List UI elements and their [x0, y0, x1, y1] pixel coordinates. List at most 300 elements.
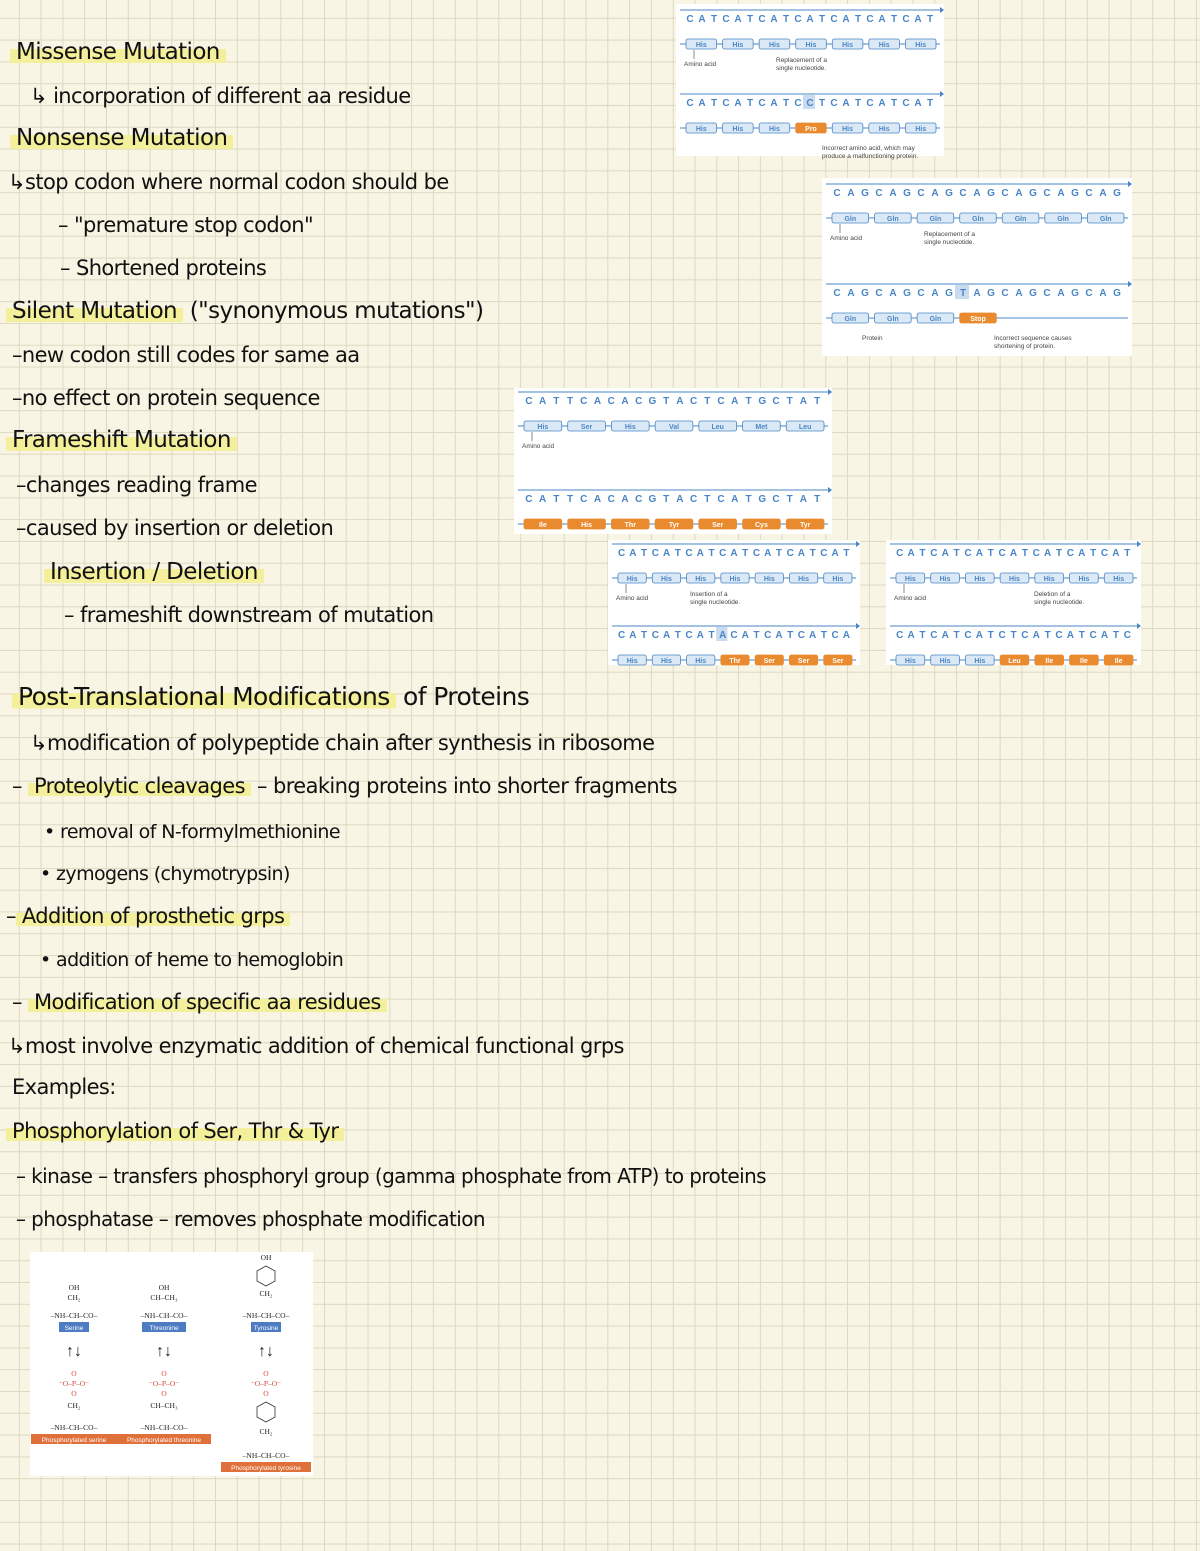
- bottom-sequence-nucleotide: T: [710, 98, 718, 109]
- top-sequence-nucleotide: G: [648, 396, 657, 407]
- top-sequence-nucleotide: C: [722, 14, 730, 25]
- top-sequence-nucleotide: A: [941, 548, 949, 559]
- bottom-protein-residue-label: His: [581, 522, 593, 529]
- top-sequence-nucleotide: A: [593, 396, 602, 407]
- bottom-sequence-nucleotide: C: [651, 630, 659, 641]
- bottom-sequence-nucleotide: C: [685, 630, 693, 641]
- fig-nonsense-svg: [822, 178, 1132, 356]
- bottom-sequence-strand-arrow: [1137, 623, 1141, 629]
- bottom-sequence-nucleotide: C: [875, 288, 883, 299]
- phospho-side-chain-carbon: CH–CH₃: [150, 1401, 178, 1410]
- top-sequence-strand-arrow: [856, 541, 860, 547]
- bottom-protein-residue-label: Leu: [1008, 658, 1021, 665]
- top-sequence-nucleotide: C: [866, 14, 874, 25]
- top-sequence-nucleotide: T: [1055, 548, 1063, 559]
- bottom-sequence-nucleotide: C: [1123, 630, 1131, 641]
- bottom-sequence-nucleotide: T: [745, 494, 752, 505]
- bottom-sequence-nucleotide: G: [758, 494, 767, 505]
- phospho-amino-acid-2-label: Phosphorylated tyrosine: [231, 1465, 301, 1472]
- bottom-sequence-nucleotide: C: [794, 98, 802, 109]
- bottom-sequence-nucleotide: A: [842, 98, 850, 109]
- top-sequence-nucleotide: C: [635, 396, 643, 407]
- bottom-sequence-nucleotide: C: [806, 98, 814, 109]
- bottom-sequence-nucleotide: C: [635, 494, 643, 505]
- bottom-sequence-nucleotide: T: [782, 98, 790, 109]
- bottom-sequence-nucleotide: C: [797, 630, 806, 641]
- bottom-sequence-nucleotide: G: [1113, 288, 1121, 299]
- nonsense-mutation-figure: [822, 178, 1132, 356]
- nonsense-definition: ↳stop codon where normal codon should be: [8, 170, 449, 194]
- indel-bullet-1: – frameshift downstream of mutation: [64, 603, 434, 627]
- top-sequence-nucleotide: T: [704, 396, 711, 407]
- bottom-protein-residue-label: His: [878, 126, 890, 133]
- top-sequence-nucleotide: G: [861, 188, 869, 199]
- top-sequence-nucleotide: C: [685, 548, 693, 559]
- amino-acid-label: Amino acid: [894, 595, 927, 602]
- bottom-protein-residue-label: His: [939, 658, 951, 665]
- bottom-sequence-nucleotide: A: [1057, 288, 1065, 299]
- top-sequence-nucleotide: A: [764, 548, 772, 559]
- top-sequence-nucleotide: A: [676, 396, 684, 407]
- top-protein-residue-label: Gln: [1099, 216, 1112, 223]
- bottom-protein-residue-label: His: [904, 658, 916, 665]
- top-sequence-nucleotide: T: [742, 548, 749, 559]
- examples-label: Examples:: [12, 1075, 116, 1099]
- silent-bullet-1: –new codon still codes for same aa: [12, 343, 360, 367]
- bottom-sequence-nucleotide: A: [731, 494, 739, 505]
- ptm-definition: ↳modification of polypeptide chain after synthesis in ribosome: [30, 731, 655, 755]
- top-protein-residue-label: His: [1043, 576, 1055, 583]
- top-sequence-nucleotide: A: [621, 396, 629, 407]
- phospho-amino-acid-0-label: Phosphorylated serine: [41, 1437, 107, 1444]
- top-sequence-nucleotide: T: [1021, 548, 1028, 559]
- top-sequence-nucleotide: T: [674, 548, 681, 559]
- top-protein-residue-label: His: [1113, 576, 1125, 583]
- top-sequence-nucleotide: T: [890, 14, 898, 25]
- proteolytic-line: – Proteolytic cleavages – breaking proteins into shorter fragments: [12, 774, 678, 798]
- bottom-sequence-nucleotide: C: [831, 630, 839, 641]
- bottom-sequence-nucleotide: A: [662, 630, 671, 641]
- bottom-sequence-nucleotide: A: [741, 630, 749, 641]
- amino-acid-label: Amino acid: [616, 595, 649, 602]
- top-protein-residue-label: His: [537, 424, 549, 431]
- bottom-sequence-nucleotide: G: [861, 288, 869, 299]
- bottom-protein-residue-label: Gln: [887, 316, 899, 323]
- top-sequence-nucleotide: A: [1112, 548, 1120, 559]
- top-sequence-nucleotide: A: [799, 396, 808, 407]
- mutation-caption-line1: Replacement of a: [924, 231, 975, 238]
- top-sequence-nucleotide: T: [553, 396, 560, 407]
- bottom-sequence-nucleotide: T: [746, 98, 754, 109]
- top-sequence-nucleotide: C: [875, 188, 883, 199]
- bottom-sequence-nucleotide: A: [538, 494, 547, 505]
- top-sequence-nucleotide: A: [878, 14, 886, 25]
- bottom-protein-residue-label: Thr: [729, 658, 741, 665]
- top-sequence-nucleotide: C: [830, 14, 838, 25]
- top-sequence-nucleotide: A: [662, 548, 671, 559]
- top-sequence-nucleotide: T: [710, 14, 718, 25]
- bottom-sequence-nucleotide: T: [786, 494, 793, 505]
- top-sequence-nucleotide: A: [931, 188, 939, 199]
- mutation-caption-line1: Insertion of a: [690, 591, 728, 598]
- bottom-sequence-nucleotide: A: [621, 494, 629, 505]
- bottom-sequence-nucleotide: A: [1032, 630, 1040, 641]
- top-sequence-nucleotide: A: [538, 396, 547, 407]
- bottom-sequence-nucleotide: C: [686, 98, 694, 109]
- mutation-caption-line2: single nucleotide.: [776, 65, 827, 72]
- top-sequence-nucleotide: C: [902, 14, 910, 25]
- result-note-line2: produce a malfunctioning protein.: [822, 153, 919, 160]
- side-chain-carbon: CH–CH₃: [150, 1293, 178, 1302]
- top-sequence-nucleotide: A: [1015, 188, 1023, 199]
- top-protein-residue-label: His: [768, 42, 780, 49]
- top-sequence-nucleotide: C: [686, 14, 694, 25]
- frameshift-title: Frameshift Mutation: [6, 426, 237, 454]
- bottom-protein-residue-label: Tyr: [799, 522, 811, 529]
- bottom-sequence-nucleotide: A: [889, 288, 897, 299]
- bottom-sequence-nucleotide: G: [903, 288, 911, 299]
- top-sequence-nucleotide: A: [975, 548, 983, 559]
- bottom-sequence-nucleotide: A: [719, 630, 727, 641]
- top-sequence-nucleotide: A: [797, 548, 806, 559]
- bottom-sequence-nucleotide: G: [945, 288, 953, 299]
- phosphatase-line: – phosphatase – removes phosphate modification: [16, 1207, 485, 1231]
- top-sequence-nucleotide: A: [698, 14, 706, 25]
- top-sequence-nucleotide: A: [842, 14, 850, 25]
- bottom-protein-residue-label: His: [842, 126, 854, 133]
- top-sequence-nucleotide: C: [820, 548, 828, 559]
- bottom-sequence-nucleotide: T: [553, 494, 560, 505]
- top-sequence-nucleotide: A: [1044, 548, 1052, 559]
- bottom-sequence-nucleotide: G: [1029, 288, 1037, 299]
- missense-mutation-figure: [676, 4, 944, 160]
- top-sequence-nucleotide: G: [903, 188, 911, 199]
- phosphate-o-top: O: [71, 1369, 77, 1378]
- top-sequence-nucleotide: C: [998, 548, 1006, 559]
- bottom-sequence-nucleotide: T: [708, 630, 715, 641]
- bottom-protein-residue-label: Thr: [624, 522, 636, 529]
- bottom-sequence-nucleotide: A: [975, 630, 983, 641]
- bottom-sequence-nucleotide: C: [866, 98, 874, 109]
- side-chain-carbon: CH₂: [67, 1293, 81, 1302]
- ptm-title: Post-Translational Modifications of Proteins: [12, 683, 529, 711]
- top-sequence-nucleotide: G: [1113, 188, 1121, 199]
- bottom-sequence-nucleotide: C: [1001, 288, 1009, 299]
- top-sequence-nucleotide: A: [973, 188, 981, 199]
- proteolytic-bullet-2: • zymogens (chymotrypsin): [40, 863, 290, 885]
- tyrosine-ch2: CH₂: [259, 1289, 273, 1298]
- top-sequence-nucleotide: A: [831, 548, 839, 559]
- bottom-sequence-nucleotide: T: [674, 630, 681, 641]
- bottom-protein-residue-label: His: [974, 658, 986, 665]
- equilibrium-arrows: ↑↓: [258, 1343, 274, 1360]
- top-protein-residue-label: His: [626, 576, 638, 583]
- bottom-sequence-nucleotide: C: [998, 630, 1006, 641]
- bottom-sequence-nucleotide: C: [833, 288, 841, 299]
- indel-title: Insertion / Deletion: [44, 558, 264, 586]
- bottom-protein-residue-label: Stop: [970, 316, 986, 323]
- top-sequence-nucleotide: T: [1124, 548, 1131, 559]
- bottom-sequence-nucleotide: A: [1066, 630, 1075, 641]
- top-sequence-nucleotide: C: [896, 548, 904, 559]
- bottom-protein-residue-label: His: [695, 126, 707, 133]
- top-sequence-nucleotide: C: [618, 548, 626, 559]
- top-sequence-nucleotide: C: [833, 188, 841, 199]
- top-sequence-nucleotide: T: [745, 396, 752, 407]
- proteolytic-bullet-1: • removal of N-formylmethionine: [44, 821, 340, 843]
- nonsense-title: Nonsense Mutation: [10, 124, 233, 152]
- top-sequence-nucleotide: A: [730, 548, 738, 559]
- bottom-sequence-nucleotide: A: [734, 98, 742, 109]
- mutation-caption-line2: single nucleotide.: [924, 239, 975, 246]
- bottom-sequence-nucleotide: T: [1112, 630, 1119, 641]
- top-protein-residue-label: His: [878, 42, 890, 49]
- bottom-sequence-nucleotide: A: [941, 630, 949, 641]
- phosphate-group: ⁻O–P–O⁻: [250, 1379, 282, 1388]
- amino-acid-label: Amino acid: [684, 61, 717, 68]
- phospho-tyrosine-ring: [257, 1402, 275, 1422]
- prosthetic-bullet-1: • addition of heme to hemoglobin: [40, 949, 344, 971]
- top-sequence-nucleotide: T: [919, 548, 926, 559]
- bottom-sequence-nucleotide: T: [890, 98, 898, 109]
- backbone-top: –NH–CH–CO–: [140, 1311, 188, 1320]
- bottom-protein-residue-label: Gln: [929, 316, 942, 323]
- amino-acid-2-label: Tyrosine: [253, 1325, 279, 1332]
- result-note-line1: Incorrect amino acid, which may: [822, 145, 915, 152]
- amino-acid-1-label: Threonine: [149, 1325, 179, 1332]
- nonsense-bullet-1: – "premature stop codon": [58, 213, 314, 237]
- bottom-protein-residue-label: Ser: [763, 658, 775, 665]
- top-protein-residue-label: His: [1078, 576, 1090, 583]
- bottom-sequence-nucleotide: A: [1099, 288, 1107, 299]
- top-protein-residue-label: His: [798, 576, 810, 583]
- top-sequence-nucleotide: C: [758, 14, 766, 25]
- bottom-sequence-nucleotide: A: [629, 630, 637, 641]
- top-protein-residue-label: His: [1009, 576, 1020, 583]
- phosphorylation-figure: [30, 1252, 313, 1476]
- silent-title: Silent Mutation ("synonymous mutations"): [6, 297, 483, 325]
- top-sequence-nucleotide: C: [1085, 188, 1093, 199]
- bottom-sequence-nucleotide: C: [1089, 630, 1097, 641]
- top-protein-residue-label: His: [805, 42, 817, 49]
- protein-label: Protein: [862, 335, 883, 342]
- bottom-sequence-strand-arrow: [856, 623, 860, 629]
- bottom-sequence-nucleotide: A: [907, 630, 915, 641]
- bottom-sequence-nucleotide: A: [593, 494, 602, 505]
- top-protein-residue-label: Val: [668, 424, 680, 431]
- missense-definition: ↳ incorporation of different aa residue: [30, 84, 411, 108]
- tyrosine-oh: OH: [260, 1253, 272, 1262]
- top-protein-residue-label: Gln: [1014, 216, 1027, 223]
- top-sequence-nucleotide: A: [1078, 548, 1086, 559]
- top-protein-residue-label: His: [939, 576, 951, 583]
- bottom-sequence-nucleotide: C: [689, 494, 698, 505]
- bottom-sequence-nucleotide: C: [772, 494, 780, 505]
- bottom-sequence-nucleotide: A: [775, 630, 783, 641]
- deletion-mutation-figure: [886, 540, 1141, 665]
- bottom-sequence-nucleotide: T: [854, 98, 862, 109]
- mutation-caption-line1: Deletion of a: [1034, 591, 1071, 598]
- bottom-sequence-nucleotide: T: [1044, 630, 1051, 641]
- top-protein-residue-label: His: [695, 576, 707, 583]
- bottom-sequence-nucleotide: T: [641, 630, 648, 641]
- top-sequence-nucleotide: C: [959, 188, 967, 199]
- bottom-sequence-nucleotide: C: [964, 630, 972, 641]
- top-protein-residue-label: His: [915, 42, 927, 49]
- bottom-sequence-nucleotide: C: [717, 494, 725, 505]
- top-sequence-nucleotide: A: [1009, 548, 1018, 559]
- top-sequence-nucleotide: A: [734, 14, 742, 25]
- bottom-sequence-nucleotide: C: [618, 630, 626, 641]
- top-sequence-nucleotide: A: [731, 396, 739, 407]
- fig-insertion-svg: [608, 540, 860, 665]
- bottom-sequence-nucleotide: A: [770, 98, 778, 109]
- result-note-line2: shortening of protein.: [994, 343, 1056, 350]
- top-sequence-nucleotide: A: [806, 14, 814, 25]
- top-sequence-nucleotide: T: [809, 548, 816, 559]
- bottom-sequence-nucleotide: A: [914, 98, 922, 109]
- bottom-sequence-nucleotide: T: [926, 98, 934, 109]
- top-protein-residue-label: Gln: [887, 216, 899, 223]
- bottom-sequence-nucleotide: C: [730, 630, 738, 641]
- top-protein-residue-label: Gln: [929, 216, 942, 223]
- top-sequence-nucleotide: G: [758, 396, 767, 407]
- phosphate-o-bottom: O: [263, 1389, 269, 1398]
- mutation-caption-line2: single nucleotide.: [690, 599, 741, 606]
- top-sequence-nucleotide: C: [717, 396, 725, 407]
- frameshift-shift-figure: [514, 388, 832, 534]
- bottom-protein-residue-label: Ser: [832, 658, 844, 665]
- top-sequence-nucleotide: T: [854, 14, 862, 25]
- top-sequence-nucleotide: T: [746, 14, 754, 25]
- bottom-sequence-nucleotide: A: [696, 630, 704, 641]
- phosphorylation-line: Phosphorylation of Ser, Thr & Tyr: [6, 1117, 344, 1145]
- fig-deletion-svg: [886, 540, 1141, 665]
- top-protein-residue-label: His: [729, 576, 741, 583]
- side-chain-oh: OH: [68, 1283, 80, 1292]
- top-sequence-nucleotide: C: [525, 396, 533, 407]
- top-sequence-nucleotide: A: [1057, 188, 1065, 199]
- modification-line: – Modification of specific aa residues: [12, 988, 387, 1016]
- bottom-sequence-nucleotide: G: [1071, 288, 1079, 299]
- bottom-sequence-nucleotide: T: [787, 630, 794, 641]
- backbone-top: –NH–CH–CO–: [242, 1311, 290, 1320]
- bottom-sequence-nucleotide: G: [987, 288, 995, 299]
- top-sequence-strand-arrow: [828, 389, 832, 395]
- bottom-protein-residue-label: His: [695, 658, 707, 665]
- bottom-sequence-nucleotide: T: [818, 98, 826, 109]
- bottom-sequence-nucleotide: C: [1043, 288, 1051, 299]
- prosthetic-line: – Addition of prosthetic grps: [6, 902, 290, 930]
- top-sequence-nucleotide: C: [1100, 548, 1109, 559]
- mutation-caption-line2: single nucleotide.: [1034, 599, 1085, 606]
- bottom-sequence-nucleotide: T: [814, 494, 821, 505]
- mutation-caption-line1: Replacement of a: [776, 57, 827, 64]
- bottom-protein-residue-label: His: [732, 126, 744, 133]
- top-protein-residue-label: Gln: [844, 216, 857, 223]
- bottom-sequence-nucleotide: T: [566, 494, 574, 505]
- top-protein-residue-label: His: [660, 576, 672, 583]
- bottom-sequence-nucleotide: C: [607, 494, 615, 505]
- missense-title: Missense Mutation: [10, 38, 226, 66]
- bottom-sequence-nucleotide: C: [758, 98, 766, 109]
- fig-missense-svg: [676, 4, 944, 160]
- top-sequence-strand-arrow: [940, 7, 944, 13]
- bottom-protein-residue-label: His: [915, 126, 927, 133]
- phospho-svg: [30, 1252, 313, 1476]
- top-sequence-nucleotide: A: [696, 548, 704, 559]
- backbone-bottom: –NH–CH–CO–: [242, 1451, 290, 1460]
- bottom-sequence-nucleotide: C: [896, 630, 904, 641]
- top-sequence-nucleotide: G: [1029, 188, 1037, 199]
- bottom-sequence-nucleotide: C: [830, 98, 838, 109]
- frameshift-bullet-1: –changes reading frame: [16, 473, 257, 497]
- top-sequence-nucleotide: T: [953, 548, 960, 559]
- top-sequence-nucleotide: T: [926, 14, 934, 25]
- phospho-side-chain-carbon: CH₂: [67, 1401, 81, 1410]
- top-sequence-nucleotide: C: [1043, 188, 1051, 199]
- equilibrium-arrows: ↑↓: [66, 1343, 82, 1360]
- result-note-line1: Incorrect sequence causes: [994, 335, 1072, 342]
- top-sequence-nucleotide: C: [651, 548, 659, 559]
- top-sequence-strand-arrow: [1137, 541, 1141, 547]
- bottom-sequence-nucleotide: A: [931, 288, 939, 299]
- insertion-mutation-figure: [608, 540, 860, 665]
- bottom-sequence-nucleotide: T: [663, 494, 670, 505]
- top-sequence-nucleotide: A: [847, 188, 855, 199]
- top-sequence-nucleotide: C: [607, 396, 615, 407]
- top-sequence-nucleotide: T: [663, 396, 670, 407]
- top-sequence-nucleotide: T: [814, 396, 821, 407]
- amino-acid-0-label: Serine: [64, 1325, 84, 1332]
- backbone-top: –NH–CH–CO–: [50, 1311, 98, 1320]
- bottom-sequence-nucleotide: C: [1055, 630, 1063, 641]
- phosphate-o-top: O: [161, 1369, 167, 1378]
- top-sequence-nucleotide: T: [782, 14, 790, 25]
- phosphate-o-top: O: [263, 1369, 269, 1378]
- top-sequence-nucleotide: A: [629, 548, 637, 559]
- top-sequence-nucleotide: T: [775, 548, 783, 559]
- top-sequence-nucleotide: C: [1066, 548, 1075, 559]
- bottom-protein-residue-label: His: [626, 658, 638, 665]
- top-sequence-nucleotide: G: [1071, 188, 1079, 199]
- bottom-sequence-nucleotide: T: [953, 630, 960, 641]
- amino-acid-label: Amino acid: [522, 443, 555, 450]
- bottom-sequence-nucleotide: C: [902, 98, 910, 109]
- top-protein-residue-label: His: [763, 576, 775, 583]
- nonsense-bullet-2: – Shortened proteins: [60, 256, 267, 280]
- bottom-sequence-nucleotide: C: [580, 494, 588, 505]
- bottom-protein-residue-label: Ile: [538, 522, 547, 529]
- top-sequence-nucleotide: C: [964, 548, 972, 559]
- silent-bullet-2: –no effect on protein sequence: [12, 386, 320, 410]
- bottom-protein-residue-label: Gln: [844, 316, 857, 323]
- top-protein-residue-label: His: [842, 42, 854, 49]
- bottom-protein-residue-label: Ser: [797, 658, 810, 665]
- top-sequence-nucleotide: C: [930, 548, 938, 559]
- frameshift-bullet-2: –caused by insertion or deletion: [16, 516, 334, 540]
- bottom-sequence-strand-arrow: [940, 91, 944, 97]
- bottom-sequence-nucleotide: C: [1021, 630, 1029, 641]
- top-sequence-nucleotide: T: [1090, 548, 1097, 559]
- top-protein-residue-label: Leu: [711, 424, 724, 431]
- modification-definition: ↳most involve enzymatic addition of chemical functional grps: [8, 1034, 624, 1058]
- top-sequence-nucleotide: A: [770, 14, 778, 25]
- bottom-sequence-strand-arrow: [1128, 281, 1132, 287]
- bottom-protein-residue-label: Ile: [1114, 658, 1123, 665]
- top-sequence-nucleotide: C: [689, 396, 698, 407]
- bottom-sequence-nucleotide: C: [722, 98, 730, 109]
